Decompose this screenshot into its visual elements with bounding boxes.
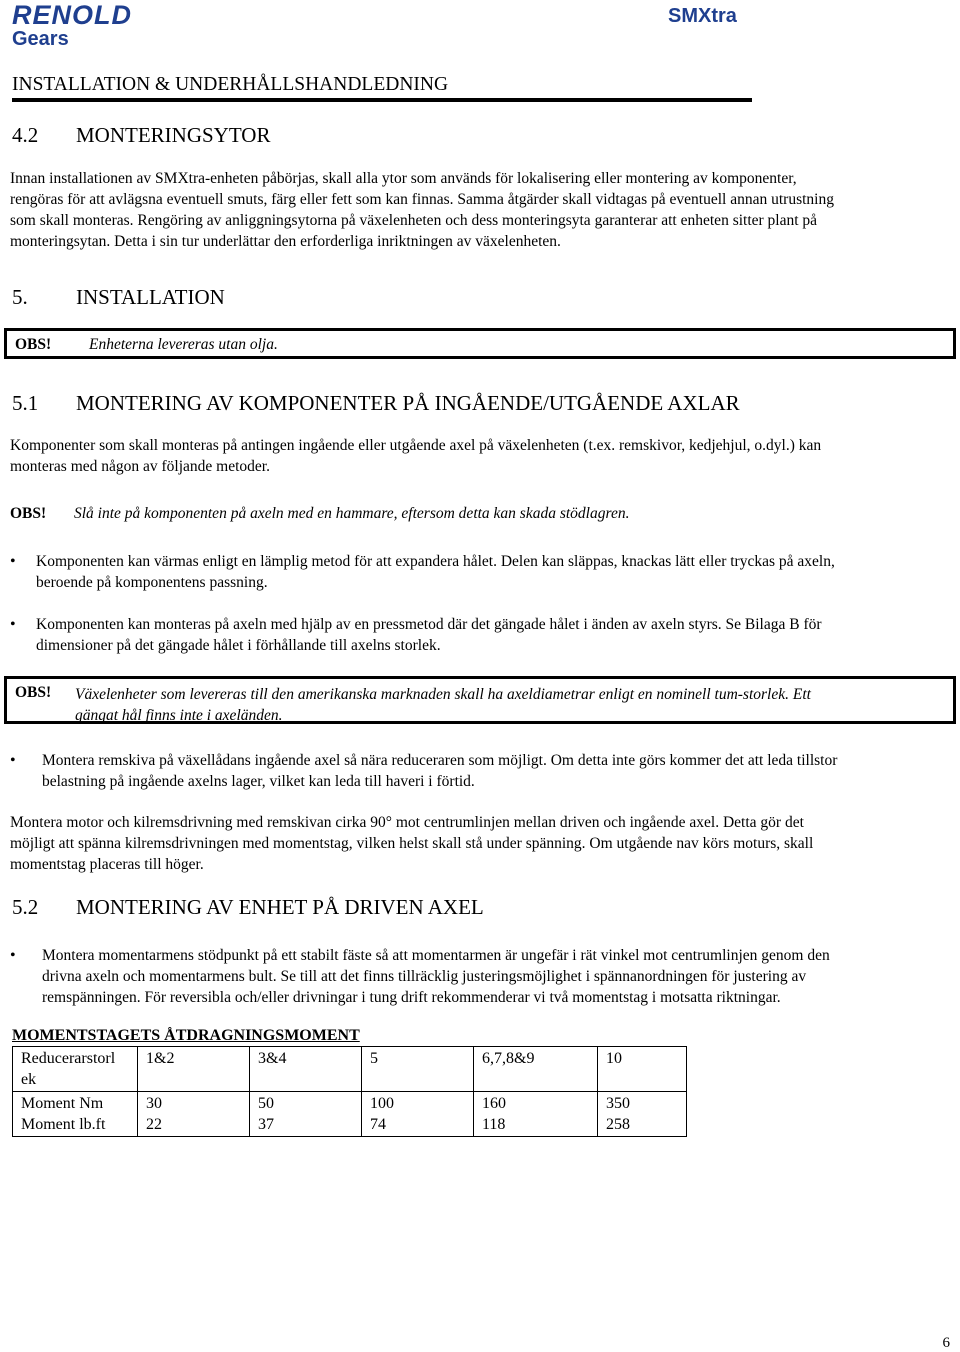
text-line: monteras med någon av följande metoder.: [10, 458, 270, 475]
obs-text: [75, 684, 811, 726]
bullet-item: [10, 945, 950, 1008]
text-line: momentstag placeras till höger.: [10, 856, 204, 873]
cell-line: 160: [482, 1095, 506, 1112]
text-line: Komponenten kan värmas enligt en lämplig metod för att expandera hålet. Delen kan släppas, knackas lätt eller tryckas på axeln,: [36, 553, 835, 570]
bullet-icon: •: [10, 752, 16, 769]
section-title: MONTERINGSYTOR: [76, 123, 271, 147]
section-heading-4-2: [12, 123, 270, 148]
text-line: gängat hål finns inte i axeländen.: [75, 707, 283, 724]
bullet-icon: •: [10, 616, 16, 633]
text-line: Montera remskiva på växellådans ingående axel så nära reduceraren som möjligt. Om detta inte görs kommer det att leda tillstor: [42, 752, 838, 769]
table-cell: [13, 1092, 138, 1137]
text-line: som skall monteras. Rengöring av anliggningsytorna på växelenheten och dess monteringsyta garanterar att enheten sitter plant på: [10, 212, 818, 229]
title-rule: [12, 98, 752, 102]
table-cell: 1&2: [138, 1047, 250, 1092]
cell-line: 350: [606, 1095, 630, 1112]
bullet-text: [42, 750, 950, 792]
obs-note-box: [4, 328, 956, 359]
page-number: 6: [942, 1335, 950, 1351]
obs-text: Enheterna levereras utan olja.: [89, 336, 278, 353]
cell-line: 22: [146, 1116, 162, 1133]
bullet-item: [10, 551, 950, 593]
table-header-row: [13, 1047, 687, 1092]
obs-label: OBS!: [15, 684, 52, 701]
section-title: MONTERING AV ENHET PÅ DRIVEN AXEL: [76, 895, 484, 919]
document-title: INSTALLATION & UNDERHÅLLSHANDLEDNING: [12, 74, 449, 95]
table-cell: 5: [362, 1047, 474, 1092]
section-number: 4.2: [12, 123, 39, 147]
section-number: 5.2: [12, 895, 39, 919]
cell-line: 50: [258, 1095, 274, 1112]
renold-logo: RENOLD: [12, 0, 132, 30]
bullet-text: [36, 614, 950, 656]
cell-line: 118: [482, 1116, 506, 1133]
table-cell: [250, 1092, 362, 1137]
table-cell: [474, 1092, 598, 1137]
table-cell: 10: [598, 1047, 687, 1092]
section-number: 5.1: [12, 391, 39, 415]
table-cell: [598, 1092, 687, 1137]
table-cell: [362, 1092, 474, 1137]
obs-label: OBS!: [15, 336, 52, 353]
text-line: dimensioner på det gängade hålet i förhållande till axelns storlek.: [36, 637, 441, 654]
table-cell: 3&4: [250, 1047, 362, 1092]
paragraph-motor: [10, 812, 940, 875]
cell-line: 258: [606, 1116, 630, 1133]
cell-line: Moment lb.ft: [21, 1116, 106, 1133]
text-line: möjligt att spänna kilremsdrivningen med momentstag, vilken helst skall stå under spänning. Om utgående nav körs moturs, skall: [10, 835, 814, 852]
text-line: rengöras för att avlägsna eventuell smuts, färg eller fett som kan finnas. Samma åtgärder skall vidtagas på eventuell annan utrustning: [10, 191, 834, 208]
product-name: SMXtra: [668, 5, 737, 27]
bullet-icon: •: [10, 553, 16, 570]
text-line: Komponenten kan monteras på axeln med hjälp av en pressmetod där det gängade hålet i änden av axeln styrs. Se Bilaga B för: [36, 616, 822, 633]
section-heading-5-2: [12, 895, 484, 920]
torque-table: [12, 1046, 687, 1137]
text-line: belastning på ingående axelns lager, vilket kan leda till haveri i förtid.: [42, 773, 475, 790]
obs-note-box: [4, 676, 956, 724]
bullet-icon: •: [10, 947, 16, 964]
section-heading-5-1: [12, 391, 740, 416]
table-cell: 6,7,8&9: [474, 1047, 598, 1092]
table-row: [13, 1092, 687, 1137]
text-line: Montera momentarmens stödpunkt på ett stabilt fäste så att momentarmen är ungefär i rät vinkel mot centrumlinjen genom den: [42, 947, 830, 964]
logo-subtitle: Gears: [12, 28, 69, 50]
text-line: monteringsytan. Detta i sin tur underlättar den erforderliga inriktningen av växelenheten.: [10, 233, 561, 250]
paragraph-monteringsytor: [10, 168, 940, 252]
text-line: beroende på komponentens passning.: [36, 574, 268, 591]
paragraph-komponenter: [10, 435, 940, 477]
text-line: drivna axeln och momentarmens bult. Se till att det finns tillräcklig justeringsmöjlighet i spännanordningen för justering av: [42, 968, 807, 985]
obs-label: OBS!: [10, 505, 47, 522]
obs-note: [10, 505, 950, 523]
table-cell: [138, 1092, 250, 1137]
table-title: MOMENTSTAGETS ÅTDRAGNINGSMOMENT: [12, 1027, 360, 1044]
cell-line: 74: [370, 1116, 386, 1133]
text-line: remspänningen. För reversibla och/eller drivningar i tung drift rekommenderar vi två momentstag i motsatta riktningar.: [42, 989, 781, 1006]
section-heading-5: [12, 285, 225, 310]
cell-line: 30: [146, 1095, 162, 1112]
obs-text: Slå inte på komponenten på axeln med en hammare, eftersom detta kan skada stödlagren.: [74, 505, 630, 522]
text-line: Växelenheter som levereras till den amerikanska marknaden skall ha axeldiametrar enligt en nominell tum-storlek. Ett: [75, 686, 811, 703]
section-number: 5.: [12, 285, 28, 309]
section-title: MONTERING AV KOMPONENTER PÅ INGÅENDE/UTGÅENDE AXLAR: [76, 391, 740, 415]
bullet-text: [36, 551, 950, 593]
text-line: Montera motor och kilremsdrivning med remskivan cirka 90° mot centrumlinjen mellan driven och ingående axel. Detta gör det: [10, 814, 804, 831]
cell-line: 100: [370, 1095, 394, 1112]
cell-line: Moment Nm: [21, 1095, 104, 1112]
bullet-text: [42, 945, 950, 1008]
bullet-item: [10, 750, 950, 792]
bullet-item: [10, 614, 950, 656]
section-title: INSTALLATION: [76, 285, 225, 309]
cell-line: 37: [258, 1116, 274, 1133]
text-line: Innan installationen av SMXtra-enheten påbörjas, skall alla ytor som används för lokalisering eller montering av komponenter,: [10, 170, 797, 187]
table-cell: Reducerarstorl ek: [13, 1047, 138, 1092]
text-line: Komponenter som skall monteras på antingen ingående eller utgående axel på växelenheten (t.ex. remskivor, kedjehjul, o.dyl.) kan: [10, 437, 822, 454]
